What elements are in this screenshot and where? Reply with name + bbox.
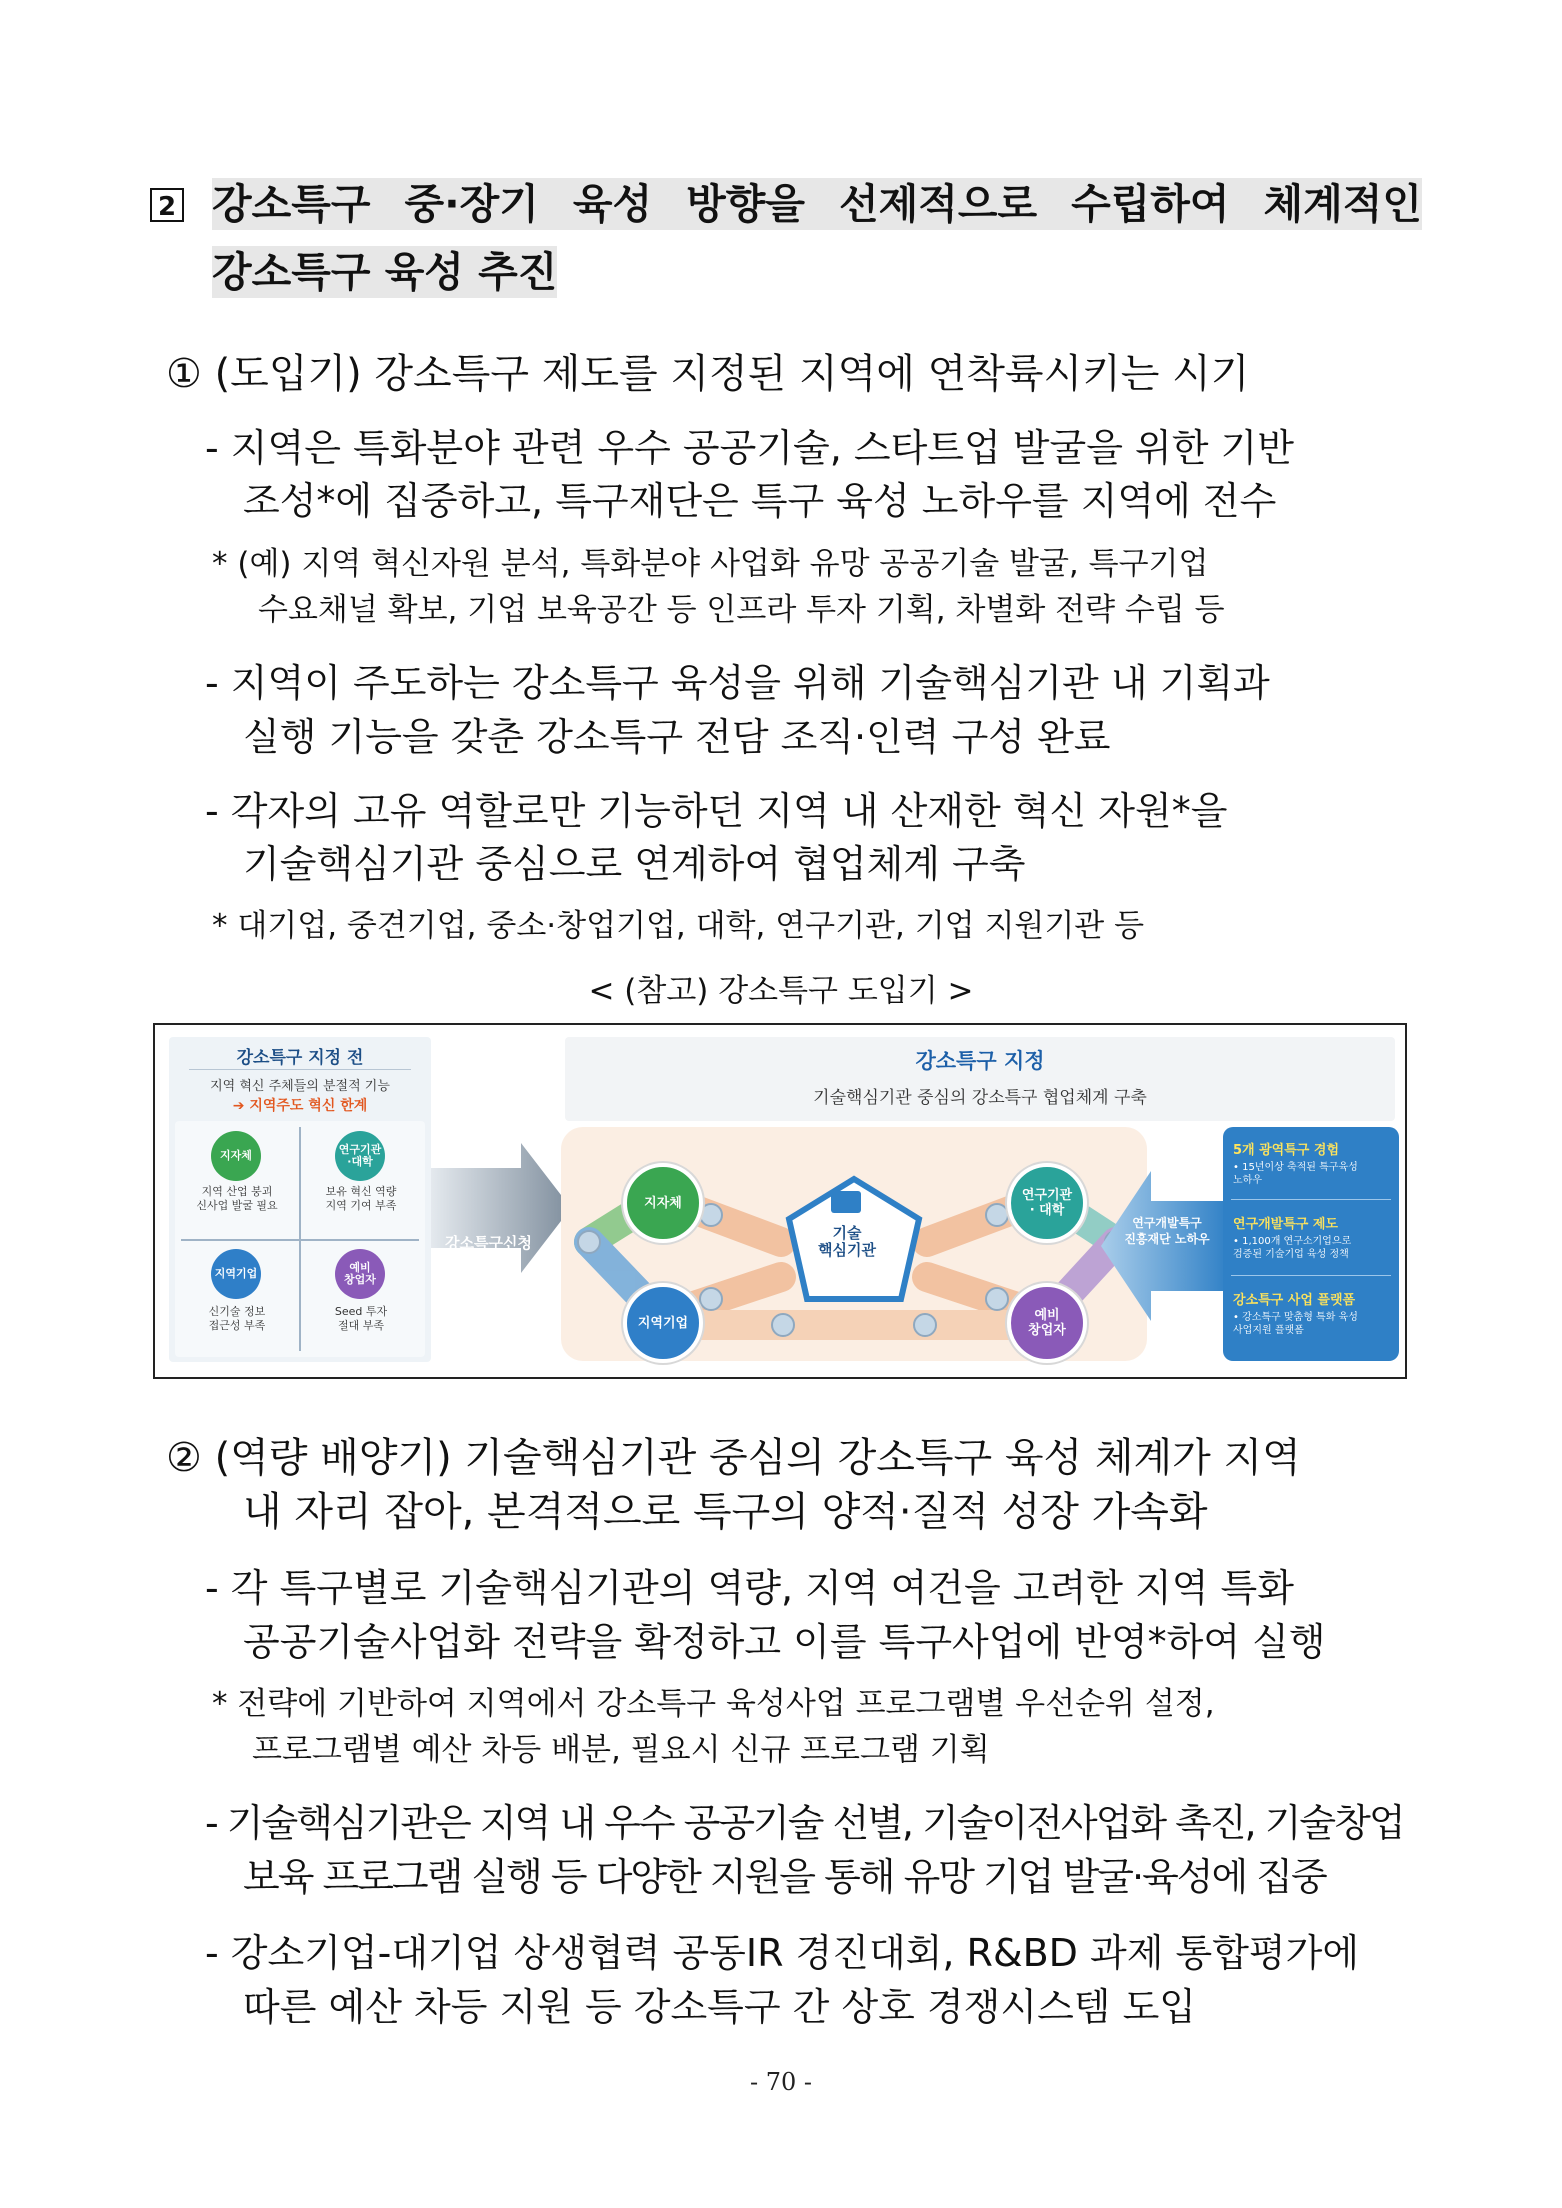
- phase2-bullet1-line1: - 각 특구별로 기술핵심기관의 역량, 지역 여건을 고려한 지역 특화: [205, 1566, 1294, 1610]
- section-title-line1: [212, 178, 1422, 230]
- node-startup-label: 예비 창업자: [1028, 1308, 1066, 1338]
- node-research-label: 연구기관 · 대학: [1021, 1188, 1073, 1218]
- before-startup-desc: Seed 투자 절대 부족: [334, 1305, 388, 1332]
- section-title-word: 선제적으로: [839, 180, 1038, 228]
- before-firm-desc: 신기술 정보 접근성 부족: [208, 1305, 266, 1332]
- section-title-word: 체계적인: [1263, 180, 1422, 228]
- support-item1-head: 5개 광역특구 경험: [1233, 1143, 1340, 1158]
- before-startup-circle: [335, 1249, 385, 1299]
- before-research-label: 연구기관 ·대학: [338, 1143, 382, 1168]
- support-item3-head: 강소특구 사업 플랫폼: [1233, 1293, 1356, 1308]
- support-arrow-label: 연구개발특구 진흥재단 노하우: [1124, 1216, 1210, 1246]
- before-designation-panel: [169, 1037, 431, 1362]
- phase2-note1-line1: * 전략에 기반하여 지역에서 강소특구 육성사업 프로그램별 우선순위 설정,: [212, 1686, 1215, 1722]
- section-title-line2: [212, 246, 557, 298]
- phase1-bullet1-line2: 조성*에 집중하고, 특구재단은 특구 육성 노하우를 지역에 전수: [243, 479, 1277, 523]
- node-firm: [623, 1283, 703, 1363]
- phase1-bullet3-line1: - 각자의 고유 역할로만 기능하던 지역 내 산재한 혁신 자원*을: [205, 789, 1228, 833]
- before-research-desc: 보유 혁신 역량 지역 기여 부족: [325, 1185, 397, 1212]
- section-title-word: 수립하여: [1071, 180, 1230, 228]
- phase1-note1-line1: * (예) 지역 혁신자원 분석, 특화분야 사업화 유망 공공기술 발굴, 특구기업: [212, 546, 1209, 582]
- phase2-bullet2-line1: - 기술핵심기관은 지역 내 우수 공공기술 선별, 기술이전사업화 촉진, 기술창업: [205, 1801, 1404, 1845]
- before-gov-label: 지자체: [220, 1149, 252, 1162]
- support-item3-desc: • 강소특구 맞춤형 특화 육성 사업지원 플랫폼: [1233, 1312, 1358, 1336]
- grid-divider-horizontal: [181, 1239, 419, 1241]
- apply-arrow: [431, 1143, 571, 1273]
- phase2-bullet3-line2: 따른 예산 차등 지원 등 강소특구 간 상호 경쟁시스템 도입: [243, 1985, 1196, 2029]
- before-subtitle: 지역 혁신 주체들의 분절적 기능: [210, 1079, 390, 1094]
- support-item2-desc: • 1,100개 연구소기업으로 검증된 기술기업 육성 정책: [1233, 1236, 1352, 1260]
- phase2-bullet3-line1: - 강소기업-대기업 상생협력 공동IR 경진대회, R&BD 과제 통합평가에: [205, 1931, 1360, 1975]
- phase1-note1-line2: 수요채널 확보, 기업 보육공간 등 인프라 투자 기획, 차별화 전략 수립 등: [258, 592, 1225, 628]
- phase2-heading-line1: ② (역량 배양기) 기술핵심기관 중심의 강소특구 육성 체계가 지역: [166, 1435, 1301, 1481]
- section-title-line2-text: 강소특구 육성 추진: [212, 248, 558, 296]
- support-item1-desc: • 15년이상 축적된 특구육성 노하우: [1233, 1162, 1358, 1186]
- before-gov-circle: [211, 1131, 261, 1181]
- apply-label: 강소특구신청: [445, 1234, 532, 1252]
- phase1-bullet3-line2: 기술핵심기관 중심으로 연계하여 협업체계 구축: [243, 842, 1026, 886]
- node-gov: [623, 1163, 703, 1243]
- phase1-heading: ① (도입기) 강소특구 제도를 지정된 지역에 연착륙시키는 시기: [166, 351, 1250, 397]
- before-actor-grid: [175, 1121, 425, 1357]
- after-subtitle: 기술핵심기관 중심의 강소특구 협업체계 구축: [813, 1088, 1147, 1108]
- section-title-word: 강소특구: [212, 180, 371, 228]
- phase1-bullet2-line2: 실행 기능을 갖춘 강소특구 전담 조직·인력 구성 완료: [243, 715, 1111, 759]
- phase2-bullet2-line2: 보육 프로그램 실행 등 다양한 지원을 통해 유망 기업 발굴·육성에 집중: [243, 1855, 1326, 1899]
- section-number-box: 2: [150, 188, 184, 222]
- core-institution-label: 기술 핵심기관: [818, 1224, 876, 1259]
- section-title-word: 육성: [572, 180, 653, 228]
- phase1-bullet1-line1: - 지역은 특화분야 관련 우수 공공기술, 스타트업 발굴을 위한 기반: [205, 426, 1294, 470]
- phase2-heading-line2: 내 자리 잡아, 본격적으로 특구의 양적·질적 성장 가속화: [243, 1489, 1208, 1535]
- page-number: - 70 -: [749, 2068, 812, 2096]
- before-title-divider: [189, 1069, 411, 1070]
- before-limit-text: ➔ 지역주도 혁신 한계: [232, 1098, 368, 1114]
- section-title-word: 방향을: [686, 180, 805, 228]
- node-research: [1007, 1163, 1087, 1243]
- support-item2-head: 연구개발특구 제도: [1233, 1217, 1338, 1232]
- before-title: 강소특구 지정 전: [236, 1048, 364, 1068]
- before-gov-desc: 지역 산업 붕괴 신사업 발굴 필요: [196, 1185, 278, 1212]
- figure-diagram: [153, 1023, 1407, 1379]
- phase2-note1-line2: 프로그램별 예산 차등 배분, 필요시 신규 프로그램 기획: [252, 1732, 990, 1768]
- section-title-word: 중·장기: [404, 180, 539, 228]
- before-firm-circle: [211, 1249, 261, 1299]
- figure-caption: < (참고) 강소특구 도입기 >: [588, 973, 974, 1009]
- phase2-bullet1-line2: 공공기술사업화 전략을 확정하고 이를 특구사업에 반영*하여 실행: [243, 1620, 1326, 1664]
- before-firm-label: 지역기업: [214, 1267, 258, 1280]
- before-startup-label: 예비 창업자: [344, 1261, 376, 1286]
- after-title: 강소특구 지정: [915, 1049, 1045, 1073]
- node-startup: [1007, 1283, 1087, 1363]
- before-research-circle: [335, 1131, 385, 1181]
- support-panel: [1223, 1127, 1399, 1361]
- phase1-note2: * 대기업, 중견기업, 중소·창업기업, 대학, 연구기관, 기업 지원기관 등: [212, 908, 1145, 944]
- core-institution-icon: [831, 1191, 861, 1213]
- node-gov-label: 지자체: [644, 1195, 682, 1211]
- support-divider1: [1231, 1199, 1391, 1200]
- support-divider2: [1231, 1275, 1391, 1276]
- node-firm-label: 지역기업: [637, 1315, 689, 1331]
- phase1-bullet2-line1: - 지역이 주도하는 강소특구 육성을 위해 기술핵심기관 내 기획과: [205, 661, 1270, 705]
